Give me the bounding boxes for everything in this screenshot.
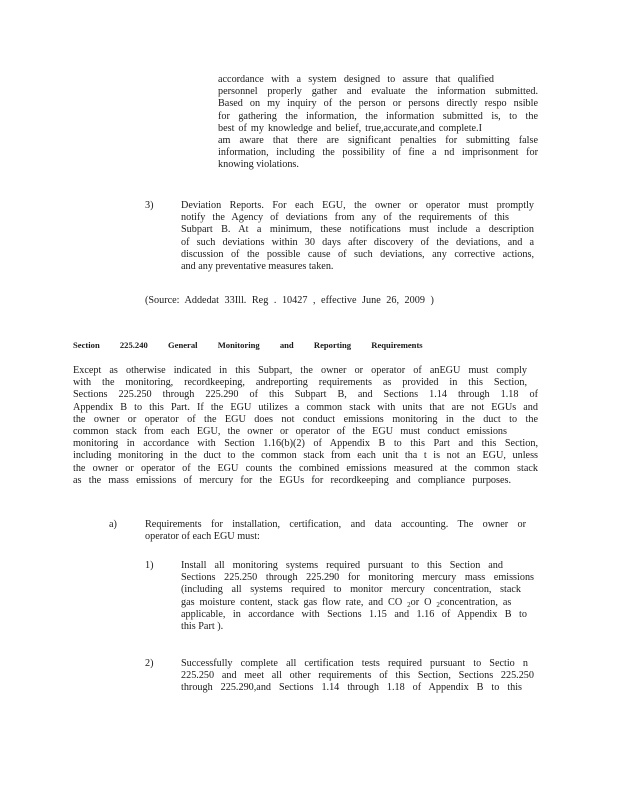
text-line: information, including the possibility of fine a nd imprisonment for — [218, 147, 538, 159]
certification-paragraph — [218, 74, 538, 172]
text-fragment: gas moisture content, stack gas flow rate, and CO — [181, 596, 408, 608]
subscript: 2 — [436, 600, 440, 609]
text-line: accordance with a system designed to assure that qualified — [218, 74, 494, 85]
text-line: knowing violations. — [218, 159, 299, 171]
text-line: Install all monitoring systems required pursuant to this Section and — [181, 560, 503, 571]
text-line: applicable, in accordance with Sections 1.15 and 1.16 of Appendix B to — [181, 608, 527, 620]
install-paragraph — [181, 560, 534, 633]
text-line: with the monitoring, recordkeeping, andreporting requirements as provided in this Section, — [73, 377, 527, 389]
item-number: 3) — [145, 200, 154, 211]
text-line: Appendix B to this Part. If the EGU utilizes a common stack with units that are not EGUs and — [73, 401, 538, 413]
source-note: (Source: Addedat 33Ill. Reg . 10427 , effective June 26, 2009 ) — [145, 295, 434, 306]
text-line: 225.250 and meet all other requirements of this Section, Sections 225.250 — [181, 670, 534, 682]
item-number: 1) — [145, 560, 154, 571]
text-line: of such deviations within 30 days after discovery of the deviations, and a — [181, 236, 534, 248]
requirements-paragraph — [145, 519, 526, 543]
text-line: Deviation Reports. For each EGU, the owner or operator must promptly — [181, 200, 534, 211]
text-line: and any preventative measures taken. — [181, 260, 334, 272]
deviation-reports-paragraph — [181, 200, 534, 273]
item-number: a) — [109, 519, 117, 530]
text-line: Based on my inquiry of the person or persons directly respo nsible — [218, 98, 538, 110]
item-number: 2) — [145, 658, 154, 669]
text-line: through 225.290,and Sections 1.14 through 1.18 of Appendix B to this — [181, 682, 522, 694]
text-line: operator of each EGU must: — [145, 531, 260, 543]
text-line: the owner or operator of the EGU does not conduct emissions monitoring in the duct to the — [73, 413, 538, 425]
text-line: including monitoring in the duct to the common stack from each unit tha t is not an EGU, unless — [73, 450, 538, 462]
certification-tests-paragraph — [181, 658, 534, 695]
text-line: Requirements for installation, certification, and data accounting. The owner or — [145, 519, 526, 530]
text-line: (including all systems required to monitor mercury concentration, stack — [181, 584, 521, 596]
text-line: discussion of the possible cause of such deviations, any corrective actions, — [181, 248, 534, 260]
text-line: Sections 225.250 through 225.290 of this Subpart B, and Sections 1.14 through 1.18 of — [73, 389, 538, 401]
intro-paragraph — [73, 365, 538, 487]
text-line: Except as otherwise indicated in this Subpart, the owner or operator of anEGU must comply — [73, 365, 527, 376]
text-line: common stack from each EGU, the owner or operator of the EGU must conduct emissions — [73, 425, 507, 437]
text-fragment: concentration, as — [439, 596, 512, 608]
text-line: as the mass emissions of mercury for the EGUs for recordkeeping and compliance purposes. — [73, 474, 511, 486]
text-line: for gathering the information, the information submitted is, to the — [218, 110, 538, 122]
section-heading: Section 225.240 General Monitoring and Reporting Requirements — [73, 340, 423, 350]
text-line: Sections 225.250 through 225.290 for monitoring mercury mass emissions — [181, 572, 534, 584]
text-fragment: or O — [410, 596, 437, 608]
text-line — [181, 597, 534, 609]
text-line: Successfully complete all certification tests required pursuant to Sectio n — [181, 658, 528, 669]
text-line: Subpart B. At a minimum, these notifications must include a description — [181, 224, 534, 236]
text-line: this Part ). — [181, 620, 224, 632]
text-line: notify the Agency of deviations from any of the requirements of this — [181, 212, 509, 224]
subscript: 2 — [407, 600, 411, 609]
text-line: the owner or operator of the EGU counts the combined emissions measured at the common stack — [73, 462, 538, 474]
text-line: am aware that there are significant penalties for submitting false — [218, 134, 538, 146]
text-line: monitoring in accordance with Section 1.16(b)(2) of Appendix B to this Part and this Section, — [73, 438, 538, 450]
text-line: best of my knowledge and belief, true,accurate,and complete.I — [218, 122, 482, 134]
text-line: personnel properly gather and evaluate the information submitted. — [218, 86, 538, 98]
